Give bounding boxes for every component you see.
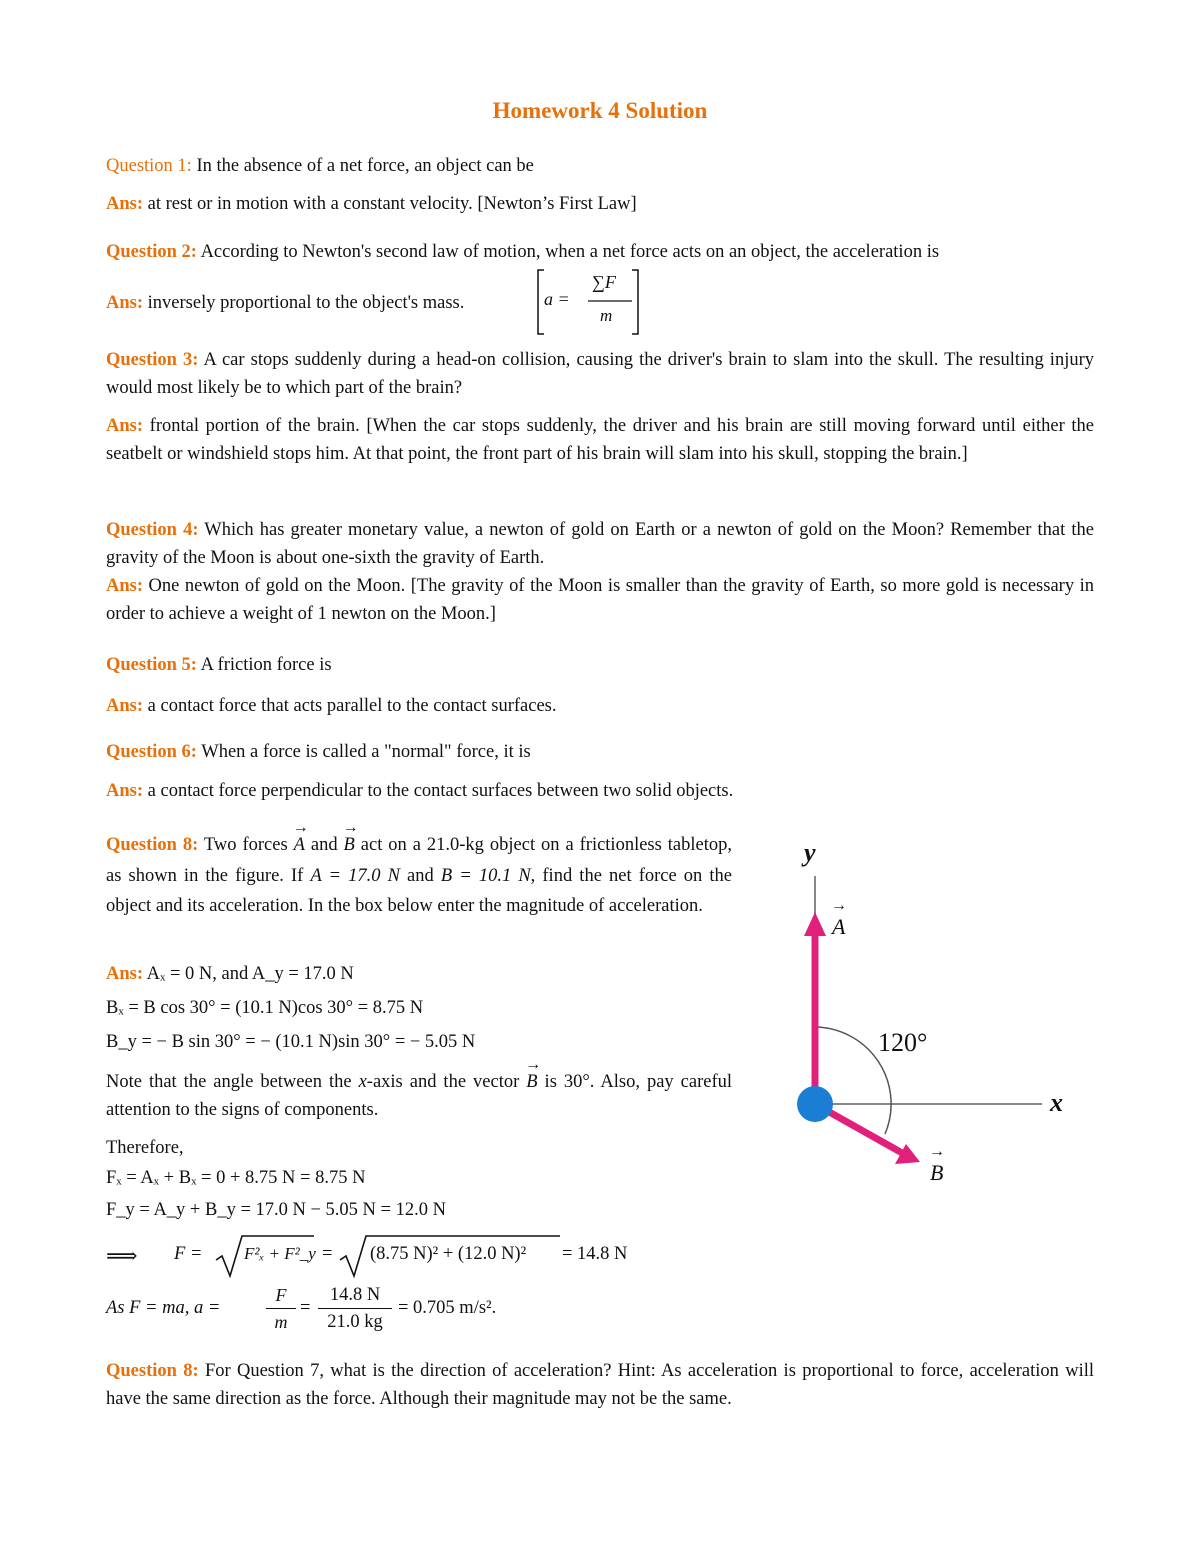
question-text: , find the net force on the object and its acceleration. In the box below enter the magnitude of acceleration. xyxy=(106,865,733,916)
answer-1 xyxy=(106,190,1094,218)
answer-label: Ans: xyxy=(106,293,144,313)
question-7 xyxy=(106,830,732,922)
answer-label: Ans: xyxy=(106,696,144,716)
implies-arrow: ⟹ xyxy=(106,1243,138,1268)
note-text: Note that the angle between the xyxy=(106,1072,359,1092)
note-text: -axis and the vector xyxy=(366,1072,527,1092)
formula-denominator: m xyxy=(600,306,613,325)
fraction-denominator: 21.0 kg xyxy=(327,1312,383,1332)
equals-sign: = xyxy=(322,1244,333,1264)
question-text: For Question 7, what is the direction of acceleration? Hint: As acceleration is proportional to force, acceleration will have the same direction as the force. Although their magnitude may not be the same. xyxy=(106,1361,1095,1409)
magnitude-lhs: F = xyxy=(174,1244,203,1264)
radicand-2: (8.75 N)² + (12.0 N)² xyxy=(370,1244,527,1264)
vector-b-label: → B xyxy=(930,1160,943,1186)
object-dot xyxy=(797,1086,833,1122)
question-label: Question 4: xyxy=(106,520,199,540)
equation-f-magnitude xyxy=(106,1242,138,1272)
question-text: In the absence of a net force, an object can be xyxy=(191,156,534,176)
question-label: Question 5: xyxy=(106,655,197,675)
note-paragraph xyxy=(106,1068,732,1124)
answer-3 xyxy=(106,412,1094,468)
equation-a-components: Aₓ = 0 N, and A_y = 17.0 N xyxy=(143,964,354,984)
vector-b: → B xyxy=(344,830,355,861)
therefore-text: Therefore, xyxy=(106,1138,184,1158)
question-text: A car stops suddenly during a head-on collision, causing the driver's brain to slam into the skull. The resulting injury would most likely be to which part of the brain? xyxy=(106,350,1094,398)
question-3 xyxy=(106,346,1094,402)
question-label: Question 6: xyxy=(106,742,197,762)
vector-diagram xyxy=(760,832,1080,1192)
vector-a: → A xyxy=(294,830,305,861)
answer-text: One newton of gold on the Moon. [The gravity of the Moon is smaller than the gravity of Earth, so more gold is necessary in order to achieve a weight of 1 newton on the Moon.] xyxy=(106,576,1094,624)
vector-a-label: → A xyxy=(832,914,845,940)
question-1 xyxy=(106,152,1094,180)
question-text: When a force is called a "normal" force, it is xyxy=(196,742,531,762)
note-axis: x xyxy=(358,1072,367,1092)
question-text: Which has greater monetary value, a newton of gold on Earth or a newton of gold on the Moon? Remember that the gravity of the Moon is about one-sixth the gravity of Earth. xyxy=(106,520,1094,568)
answer-text: a contact force perpendicular to the contact surfaces between two solid objects. xyxy=(143,781,734,801)
x-axis-label: x xyxy=(1050,1088,1063,1117)
question-label: Question 1: xyxy=(106,156,192,176)
fraction-denominator: m xyxy=(274,1312,288,1332)
formula-numerator: ∑F xyxy=(592,272,616,292)
answer-7-line-a xyxy=(106,960,354,988)
answer-5 xyxy=(106,692,1094,720)
answer-label: Ans: xyxy=(106,781,144,801)
question-text: A friction force is xyxy=(196,655,332,675)
formula-lhs: a = xyxy=(544,289,570,309)
acceleration-result: = 0.705 m/s². xyxy=(398,1298,497,1318)
y-axis-label: y xyxy=(804,838,816,867)
answer-label: Ans: xyxy=(106,194,144,214)
force-vector-figure xyxy=(760,832,1080,1192)
question-5 xyxy=(106,651,1094,679)
question-text: act on a 21.0-kg object on a frictionless tabletop, as shown in the figure. If xyxy=(106,835,732,886)
fraction-numerator: 14.8 N xyxy=(329,1285,381,1305)
equation-fx: Fₓ = Aₓ + Bₓ = 0 + 8.75 N = 8.75 N xyxy=(106,1168,366,1188)
question-label: Question 8: xyxy=(106,1361,199,1381)
answer-text: a contact force that acts parallel to the contact surfaces. xyxy=(143,696,557,716)
question-6 xyxy=(106,738,1094,766)
answer-text: inversely proportional to the object's mass. xyxy=(143,293,465,313)
fraction-numerator: F xyxy=(275,1285,287,1305)
magnitude-result: = 14.8 N xyxy=(562,1244,628,1264)
question-label: Question 3: xyxy=(106,350,199,370)
equation-by: B_y = − B sin 30° = − (10.1 N)sin 30° = − 5.05 N xyxy=(106,1032,476,1052)
answer-label: Ans: xyxy=(106,576,144,596)
answer-text: frontal portion of the brain. [When the car stops suddenly, the driver and his brain are still moving forward until either the seatbelt or windshield stops him. At that point, the front part of his brain will slam into his skull, stopping the brain.] xyxy=(106,416,1094,464)
note-text: is 30°. Also, pay careful attention to the signs of components. xyxy=(106,1072,732,1120)
equation-bx: Bₓ = B cos 30° = (10.1 N)cos 30° = 8.75 N xyxy=(106,998,424,1018)
question-text: Two forces xyxy=(198,835,294,855)
question-4 xyxy=(106,516,1094,572)
radicand-1: F²ₓ + F²_y xyxy=(244,1244,316,1263)
vector-b: → B xyxy=(526,1068,537,1096)
question-text: and xyxy=(304,835,344,855)
answer-4 xyxy=(106,572,1094,628)
answer-label: Ans: xyxy=(106,964,144,984)
equals-sign: = xyxy=(300,1298,311,1318)
equation-fy: F_y = A_y + B_y = 17.0 N − 5.05 N = 12.0 N xyxy=(106,1200,446,1220)
question-text: and xyxy=(399,865,441,886)
acceleration-lhs: As F = ma, a = xyxy=(106,1298,221,1318)
answer-text: at rest or in motion with a constant velocity. [Newton’s First Law] xyxy=(143,194,637,214)
question-text: According to Newton's second law of motion, when a net force acts on an object, the acceleration is xyxy=(196,242,940,262)
magnitude-a: A = 17.0 N xyxy=(310,865,400,886)
question-2 xyxy=(106,238,1094,266)
fraction-values xyxy=(318,1282,392,1335)
angle-label: 120° xyxy=(878,1028,928,1057)
question-8 xyxy=(106,1357,1094,1413)
newton-second-law-formula xyxy=(536,268,640,336)
answer-6 xyxy=(106,777,1094,805)
question-label: Question 2: xyxy=(106,242,197,262)
magnitude-b: B = 10.1 N xyxy=(440,865,531,886)
fraction-f-over-m xyxy=(266,1282,296,1335)
page-title: Homework 4 Solution xyxy=(492,98,708,123)
answer-label: Ans: xyxy=(106,416,144,436)
vector-a-head xyxy=(804,912,826,936)
question-label: Question 8: xyxy=(106,835,199,855)
